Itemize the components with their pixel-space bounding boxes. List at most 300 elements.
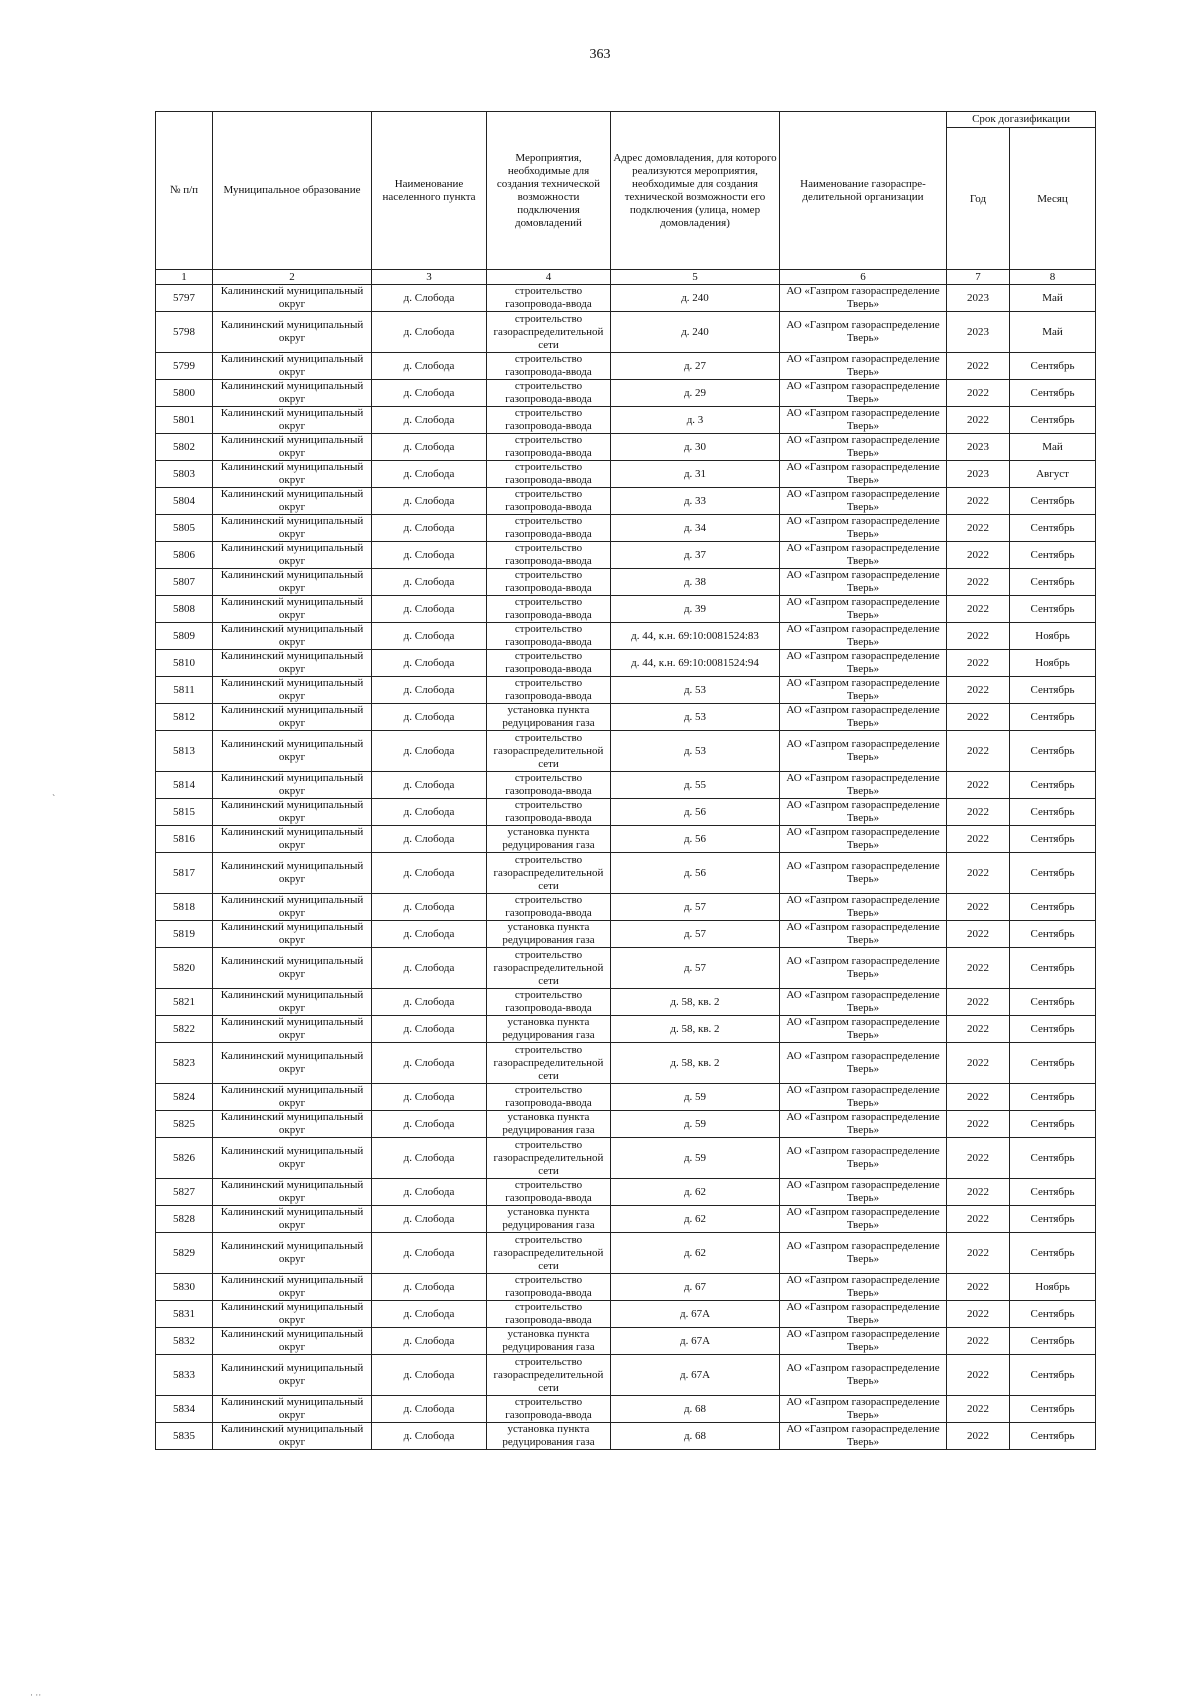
cell-address: д. 57 (611, 921, 780, 948)
cell-year: 2022 (947, 772, 1010, 799)
cell-municipality: Калининский муниципальный округ (213, 1111, 372, 1138)
cell-activity: строительство газораспределительной сети (487, 948, 611, 989)
cell-settlement: д. Слобода (372, 948, 487, 989)
cell-number: 5820 (156, 948, 213, 989)
cell-address: д. 58, кв. 2 (611, 989, 780, 1016)
cell-year: 2022 (947, 1328, 1010, 1355)
cell-municipality: Калининский муниципальный округ (213, 650, 372, 677)
cell-number: 5815 (156, 799, 213, 826)
cell-address: д. 27 (611, 353, 780, 380)
cell-municipality: Калининский муниципальный округ (213, 731, 372, 772)
cell-organization: АО «Газпром газораспределение Тверь» (780, 380, 947, 407)
cell-address: д. 62 (611, 1179, 780, 1206)
cell-organization: АО «Газпром газораспределение Тверь» (780, 1301, 947, 1328)
table-row (156, 1111, 1096, 1138)
cell-address: д. 56 (611, 799, 780, 826)
cell-address: д. 58, кв. 2 (611, 1043, 780, 1084)
cell-municipality: Калининский муниципальный округ (213, 569, 372, 596)
cell-municipality: Калининский муниципальный округ (213, 1179, 372, 1206)
cell-settlement: д. Слобода (372, 1301, 487, 1328)
cell-settlement: д. Слобода (372, 826, 487, 853)
cell-settlement: д. Слобода (372, 515, 487, 542)
cell-municipality: Калининский муниципальный округ (213, 1084, 372, 1111)
cell-activity: строительство газопровода-ввода (487, 515, 611, 542)
cell-settlement: д. Слобода (372, 1233, 487, 1274)
table-row (156, 285, 1096, 312)
cell-month: Сентябрь (1010, 596, 1096, 623)
table-row (156, 921, 1096, 948)
cell-month: Сентябрь (1010, 799, 1096, 826)
cell-municipality: Калининский муниципальный округ (213, 461, 372, 488)
cell-municipality: Калининский муниципальный округ (213, 380, 372, 407)
cell-activity: установка пункта редуцирования газа (487, 1111, 611, 1138)
cell-address: д. 29 (611, 380, 780, 407)
cell-number: 5809 (156, 623, 213, 650)
cell-activity: строительство газопровода-ввода (487, 677, 611, 704)
cell-settlement: д. Слобода (372, 731, 487, 772)
cell-municipality: Калининский муниципальный округ (213, 853, 372, 894)
cell-settlement: д. Слобода (372, 1423, 487, 1450)
cell-number: 5833 (156, 1355, 213, 1396)
cell-number: 5821 (156, 989, 213, 1016)
cell-number: 5798 (156, 312, 213, 353)
cell-month: Сентябрь (1010, 542, 1096, 569)
table-row (156, 894, 1096, 921)
cell-number: 5824 (156, 1084, 213, 1111)
table-row (156, 989, 1096, 1016)
cell-organization: АО «Газпром газораспределение Тверь» (780, 1396, 947, 1423)
cell-number: 5828 (156, 1206, 213, 1233)
cell-month: Сентябрь (1010, 1179, 1096, 1206)
header-col-1: № п/п (156, 112, 213, 270)
table-row (156, 772, 1096, 799)
cell-address: д. 44, к.н. 69:10:0081524:83 (611, 623, 780, 650)
cell-address: д. 67 (611, 1274, 780, 1301)
cell-number: 5800 (156, 380, 213, 407)
cell-month: Сентябрь (1010, 515, 1096, 542)
cell-number: 5817 (156, 853, 213, 894)
cell-year: 2022 (947, 989, 1010, 1016)
cell-organization: АО «Газпром газораспределение Тверь» (780, 989, 947, 1016)
table-row (156, 799, 1096, 826)
cell-number: 5808 (156, 596, 213, 623)
cell-organization: АО «Газпром газораспределение Тверь» (780, 1328, 947, 1355)
cell-month: Ноябрь (1010, 623, 1096, 650)
table-row (156, 542, 1096, 569)
cell-address: д. 55 (611, 772, 780, 799)
cell-activity: строительство газораспределительной сети (487, 1138, 611, 1179)
cell-settlement: д. Слобода (372, 1206, 487, 1233)
cell-number: 5810 (156, 650, 213, 677)
cell-municipality: Калининский муниципальный округ (213, 1138, 372, 1179)
cell-settlement: д. Слобода (372, 285, 487, 312)
cell-month: Сентябрь (1010, 1206, 1096, 1233)
cell-month: Сентябрь (1010, 488, 1096, 515)
cell-activity: установка пункта редуцирования газа (487, 826, 611, 853)
header-group-deadline: Срок догазификации (947, 112, 1096, 128)
cell-organization: АО «Газпром газораспределение Тверь» (780, 677, 947, 704)
cell-address: д. 34 (611, 515, 780, 542)
scan-speck-bottom: · ·· (30, 1690, 42, 1700)
cell-organization: АО «Газпром газораспределение Тверь» (780, 650, 947, 677)
cell-activity: строительство газопровода-ввода (487, 650, 611, 677)
table-row (156, 1179, 1096, 1206)
cell-municipality: Калининский муниципальный округ (213, 1233, 372, 1274)
cell-address: д. 57 (611, 894, 780, 921)
cell-year: 2022 (947, 853, 1010, 894)
cell-year: 2022 (947, 799, 1010, 826)
cell-month: Сентябрь (1010, 1111, 1096, 1138)
cell-municipality: Калининский муниципальный округ (213, 1423, 372, 1450)
cell-organization: АО «Газпром газораспределение Тверь» (780, 1016, 947, 1043)
cell-municipality: Калининский муниципальный округ (213, 1206, 372, 1233)
cell-month: Сентябрь (1010, 569, 1096, 596)
cell-number: 5797 (156, 285, 213, 312)
cell-month: Сентябрь (1010, 704, 1096, 731)
cell-settlement: д. Слобода (372, 853, 487, 894)
cell-address: д. 59 (611, 1084, 780, 1111)
cell-number: 5814 (156, 772, 213, 799)
cell-organization: АО «Газпром газораспределение Тверь» (780, 434, 947, 461)
cell-organization: АО «Газпром газораспределение Тверь» (780, 1138, 947, 1179)
cell-year: 2023 (947, 461, 1010, 488)
cell-address: д. 53 (611, 704, 780, 731)
cell-activity: строительство газораспределительной сети (487, 1233, 611, 1274)
cell-activity: строительство газопровода-ввода (487, 461, 611, 488)
cell-year: 2022 (947, 826, 1010, 853)
cell-month: Сентябрь (1010, 1043, 1096, 1084)
cell-month: Сентябрь (1010, 1396, 1096, 1423)
cell-activity: строительство газораспределительной сети (487, 1355, 611, 1396)
cell-activity: строительство газопровода-ввода (487, 407, 611, 434)
cell-activity: строительство газопровода-ввода (487, 1301, 611, 1328)
cell-address: д. 30 (611, 434, 780, 461)
cell-settlement: д. Слобода (372, 380, 487, 407)
cell-month: Сентябрь (1010, 1138, 1096, 1179)
cell-number: 5804 (156, 488, 213, 515)
cell-address: д. 58, кв. 2 (611, 1016, 780, 1043)
cell-settlement: д. Слобода (372, 677, 487, 704)
cell-year: 2022 (947, 1179, 1010, 1206)
cell-month: Сентябрь (1010, 380, 1096, 407)
cell-month: Август (1010, 461, 1096, 488)
cell-number: 5818 (156, 894, 213, 921)
cell-year: 2022 (947, 1016, 1010, 1043)
table-row (156, 1016, 1096, 1043)
cell-address: д. 67А (611, 1328, 780, 1355)
cell-address: д. 240 (611, 285, 780, 312)
cell-number: 5825 (156, 1111, 213, 1138)
cell-address: д. 68 (611, 1423, 780, 1450)
table-row (156, 650, 1096, 677)
cell-month: Сентябрь (1010, 353, 1096, 380)
header-col-7: Год (947, 128, 1010, 270)
cell-activity: строительство газопровода-ввода (487, 542, 611, 569)
table-row (156, 853, 1096, 894)
cell-municipality: Калининский муниципальный округ (213, 1043, 372, 1084)
cell-year: 2022 (947, 894, 1010, 921)
cell-month: Сентябрь (1010, 1328, 1096, 1355)
cell-year: 2022 (947, 1084, 1010, 1111)
cell-year: 2022 (947, 731, 1010, 772)
cell-municipality: Калининский муниципальный округ (213, 826, 372, 853)
cell-year: 2022 (947, 407, 1010, 434)
cell-number: 5826 (156, 1138, 213, 1179)
header-num-7: 7 (947, 270, 1010, 285)
cell-year: 2022 (947, 677, 1010, 704)
cell-municipality: Калининский муниципальный округ (213, 434, 372, 461)
cell-municipality: Калининский муниципальный округ (213, 1328, 372, 1355)
table-row (156, 1206, 1096, 1233)
cell-address: д. 37 (611, 542, 780, 569)
table-row (156, 677, 1096, 704)
cell-municipality: Калининский муниципальный округ (213, 285, 372, 312)
table-row (156, 1328, 1096, 1355)
cell-municipality: Калининский муниципальный округ (213, 596, 372, 623)
cell-municipality: Калининский муниципальный округ (213, 488, 372, 515)
cell-activity: строительство газопровода-ввода (487, 1274, 611, 1301)
table-row (156, 596, 1096, 623)
cell-organization: АО «Газпром газораспределение Тверь» (780, 921, 947, 948)
cell-number: 5829 (156, 1233, 213, 1274)
table-row (156, 461, 1096, 488)
cell-number: 5812 (156, 704, 213, 731)
cell-month: Сентябрь (1010, 772, 1096, 799)
cell-activity: установка пункта редуцирования газа (487, 1423, 611, 1450)
cell-year: 2022 (947, 1396, 1010, 1423)
cell-year: 2022 (947, 488, 1010, 515)
cell-activity: строительство газопровода-ввода (487, 434, 611, 461)
cell-year: 2022 (947, 353, 1010, 380)
cell-organization: АО «Газпром газораспределение Тверь» (780, 353, 947, 380)
header-num-3: 3 (372, 270, 487, 285)
cell-address: д. 67А (611, 1355, 780, 1396)
cell-municipality: Калининский муниципальный округ (213, 989, 372, 1016)
cell-organization: АО «Газпром газораспределение Тверь» (780, 407, 947, 434)
cell-activity: строительство газопровода-ввода (487, 989, 611, 1016)
cell-settlement: д. Слобода (372, 407, 487, 434)
cell-number: 5830 (156, 1274, 213, 1301)
cell-month: Сентябрь (1010, 921, 1096, 948)
cell-address: д. 53 (611, 677, 780, 704)
cell-settlement: д. Слобода (372, 434, 487, 461)
cell-number: 5834 (156, 1396, 213, 1423)
cell-month: Май (1010, 434, 1096, 461)
cell-activity: строительство газопровода-ввода (487, 380, 611, 407)
scan-speck: ` (52, 794, 56, 805)
cell-settlement: д. Слобода (372, 1396, 487, 1423)
cell-number: 5832 (156, 1328, 213, 1355)
cell-organization: АО «Газпром газораспределение Тверь» (780, 1111, 947, 1138)
page-number: 363 (589, 47, 611, 62)
cell-address: д. 3 (611, 407, 780, 434)
cell-organization: АО «Газпром газораспределение Тверь» (780, 596, 947, 623)
cell-organization: АО «Газпром газораспределение Тверь» (780, 799, 947, 826)
cell-organization: АО «Газпром газораспределение Тверь» (780, 948, 947, 989)
cell-municipality: Калининский муниципальный округ (213, 1274, 372, 1301)
cell-year: 2023 (947, 285, 1010, 312)
cell-year: 2022 (947, 623, 1010, 650)
cell-number: 5803 (156, 461, 213, 488)
cell-address: д. 56 (611, 853, 780, 894)
table-row (156, 704, 1096, 731)
table-row (156, 569, 1096, 596)
cell-month: Сентябрь (1010, 826, 1096, 853)
cell-municipality: Калининский муниципальный округ (213, 353, 372, 380)
cell-year: 2022 (947, 596, 1010, 623)
cell-month: Сентябрь (1010, 894, 1096, 921)
cell-activity: установка пункта редуцирования газа (487, 921, 611, 948)
table-row (156, 407, 1096, 434)
cell-organization: АО «Газпром газораспределение Тверь» (780, 1355, 947, 1396)
header-num-8: 8 (1010, 270, 1096, 285)
cell-municipality: Калининский муниципальный округ (213, 921, 372, 948)
cell-year: 2022 (947, 948, 1010, 989)
cell-settlement: д. Слобода (372, 921, 487, 948)
cell-organization: АО «Газпром газораспределение Тверь» (780, 1043, 947, 1084)
cell-year: 2022 (947, 1233, 1010, 1274)
cell-settlement: д. Слобода (372, 1355, 487, 1396)
header-col-8: Месяц (1010, 128, 1096, 270)
table-row (156, 353, 1096, 380)
cell-month: Сентябрь (1010, 948, 1096, 989)
cell-address: д. 67А (611, 1301, 780, 1328)
table-row (156, 515, 1096, 542)
cell-year: 2022 (947, 1423, 1010, 1450)
cell-address: д. 56 (611, 826, 780, 853)
cell-year: 2022 (947, 1355, 1010, 1396)
cell-month: Ноябрь (1010, 1274, 1096, 1301)
cell-organization: АО «Газпром газораспределение Тверь» (780, 772, 947, 799)
header-num-2: 2 (213, 270, 372, 285)
cell-municipality: Калининский муниципальный округ (213, 772, 372, 799)
cell-number: 5806 (156, 542, 213, 569)
cell-activity: строительство газопровода-ввода (487, 1179, 611, 1206)
cell-municipality: Калининский муниципальный округ (213, 312, 372, 353)
cell-month: Сентябрь (1010, 1084, 1096, 1111)
cell-activity: строительство газопровода-ввода (487, 353, 611, 380)
cell-organization: АО «Газпром газораспределение Тверь» (780, 704, 947, 731)
cell-year: 2022 (947, 1043, 1010, 1084)
cell-activity: строительство газопровода-ввода (487, 1084, 611, 1111)
cell-municipality: Калининский муниципальный округ (213, 799, 372, 826)
cell-settlement: д. Слобода (372, 989, 487, 1016)
cell-number: 5823 (156, 1043, 213, 1084)
cell-activity: установка пункта редуцирования газа (487, 704, 611, 731)
cell-month: Сентябрь (1010, 677, 1096, 704)
cell-municipality: Калининский муниципальный округ (213, 677, 372, 704)
table-row (156, 434, 1096, 461)
header-num-5: 5 (611, 270, 780, 285)
cell-organization: АО «Газпром газораспределение Тверь» (780, 515, 947, 542)
table-row (156, 1301, 1096, 1328)
header-col-5: Адрес домовладения, для которого реализуются мероприятия, необходимые для создания технической возможности его подключения (улица, номер домовладения) (611, 112, 780, 270)
cell-activity: строительство газопровода-ввода (487, 285, 611, 312)
cell-organization: АО «Газпром газораспределение Тверь» (780, 894, 947, 921)
cell-organization: АО «Газпром газораспределение Тверь» (780, 569, 947, 596)
cell-address: д. 59 (611, 1138, 780, 1179)
cell-year: 2022 (947, 650, 1010, 677)
cell-address: д. 62 (611, 1233, 780, 1274)
cell-organization: АО «Газпром газораспределение Тверь» (780, 826, 947, 853)
cell-activity: строительство газопровода-ввода (487, 772, 611, 799)
cell-organization: АО «Газпром газораспределение Тверь» (780, 1206, 947, 1233)
header-col-2: Муниципальное образование (213, 112, 372, 270)
table-row (156, 1355, 1096, 1396)
cell-month: Май (1010, 285, 1096, 312)
cell-number: 5816 (156, 826, 213, 853)
cell-settlement: д. Слобода (372, 894, 487, 921)
cell-address: д. 57 (611, 948, 780, 989)
table-row (156, 948, 1096, 989)
cell-municipality: Калининский муниципальный округ (213, 623, 372, 650)
header-num-1: 1 (156, 270, 213, 285)
cell-number: 5827 (156, 1179, 213, 1206)
cell-month: Сентябрь (1010, 1355, 1096, 1396)
cell-year: 2023 (947, 312, 1010, 353)
cell-organization: АО «Газпром газораспределение Тверь» (780, 488, 947, 515)
gasification-table (155, 111, 1096, 1450)
table-row (156, 1423, 1096, 1450)
cell-settlement: д. Слобода (372, 650, 487, 677)
cell-number: 5831 (156, 1301, 213, 1328)
cell-activity: установка пункта редуцирования газа (487, 1016, 611, 1043)
header-col-3: Наименование населенного пункта (372, 112, 487, 270)
cell-month: Май (1010, 312, 1096, 353)
cell-settlement: д. Слобода (372, 1084, 487, 1111)
table-row (156, 312, 1096, 353)
cell-activity: строительство газопровода-ввода (487, 488, 611, 515)
cell-activity: установка пункта редуцирования газа (487, 1328, 611, 1355)
cell-year: 2022 (947, 704, 1010, 731)
cell-activity: строительство газораспределительной сети (487, 853, 611, 894)
cell-settlement: д. Слобода (372, 1179, 487, 1206)
cell-year: 2022 (947, 542, 1010, 569)
cell-organization: АО «Газпром газораспределение Тверь» (780, 1233, 947, 1274)
cell-organization: АО «Газпром газораспределение Тверь» (780, 1274, 947, 1301)
header-col-4: Мероприятия, необходимые для создания технической возможности подключения домовладений (487, 112, 611, 270)
cell-settlement: д. Слобода (372, 772, 487, 799)
cell-number: 5822 (156, 1016, 213, 1043)
table-row (156, 826, 1096, 853)
cell-month: Сентябрь (1010, 407, 1096, 434)
cell-organization: АО «Газпром газораспределение Тверь» (780, 731, 947, 772)
cell-activity: строительство газопровода-ввода (487, 596, 611, 623)
cell-activity: установка пункта редуцирования газа (487, 1206, 611, 1233)
cell-activity: строительство газопровода-ввода (487, 569, 611, 596)
cell-municipality: Калининский муниципальный округ (213, 704, 372, 731)
cell-month: Ноябрь (1010, 650, 1096, 677)
cell-activity: строительство газопровода-ввода (487, 799, 611, 826)
cell-activity: строительство газораспределительной сети (487, 731, 611, 772)
cell-settlement: д. Слобода (372, 799, 487, 826)
cell-municipality: Калининский муниципальный округ (213, 1016, 372, 1043)
cell-number: 5799 (156, 353, 213, 380)
table-row (156, 731, 1096, 772)
cell-month: Сентябрь (1010, 989, 1096, 1016)
cell-address: д. 38 (611, 569, 780, 596)
cell-address: д. 31 (611, 461, 780, 488)
table-body (156, 285, 1096, 1450)
cell-activity: строительство газопровода-ввода (487, 623, 611, 650)
cell-number: 5807 (156, 569, 213, 596)
cell-year: 2023 (947, 434, 1010, 461)
table-row (156, 1084, 1096, 1111)
cell-settlement: д. Слобода (372, 623, 487, 650)
cell-settlement: д. Слобода (372, 1016, 487, 1043)
cell-month: Сентябрь (1010, 1301, 1096, 1328)
cell-settlement: д. Слобода (372, 312, 487, 353)
